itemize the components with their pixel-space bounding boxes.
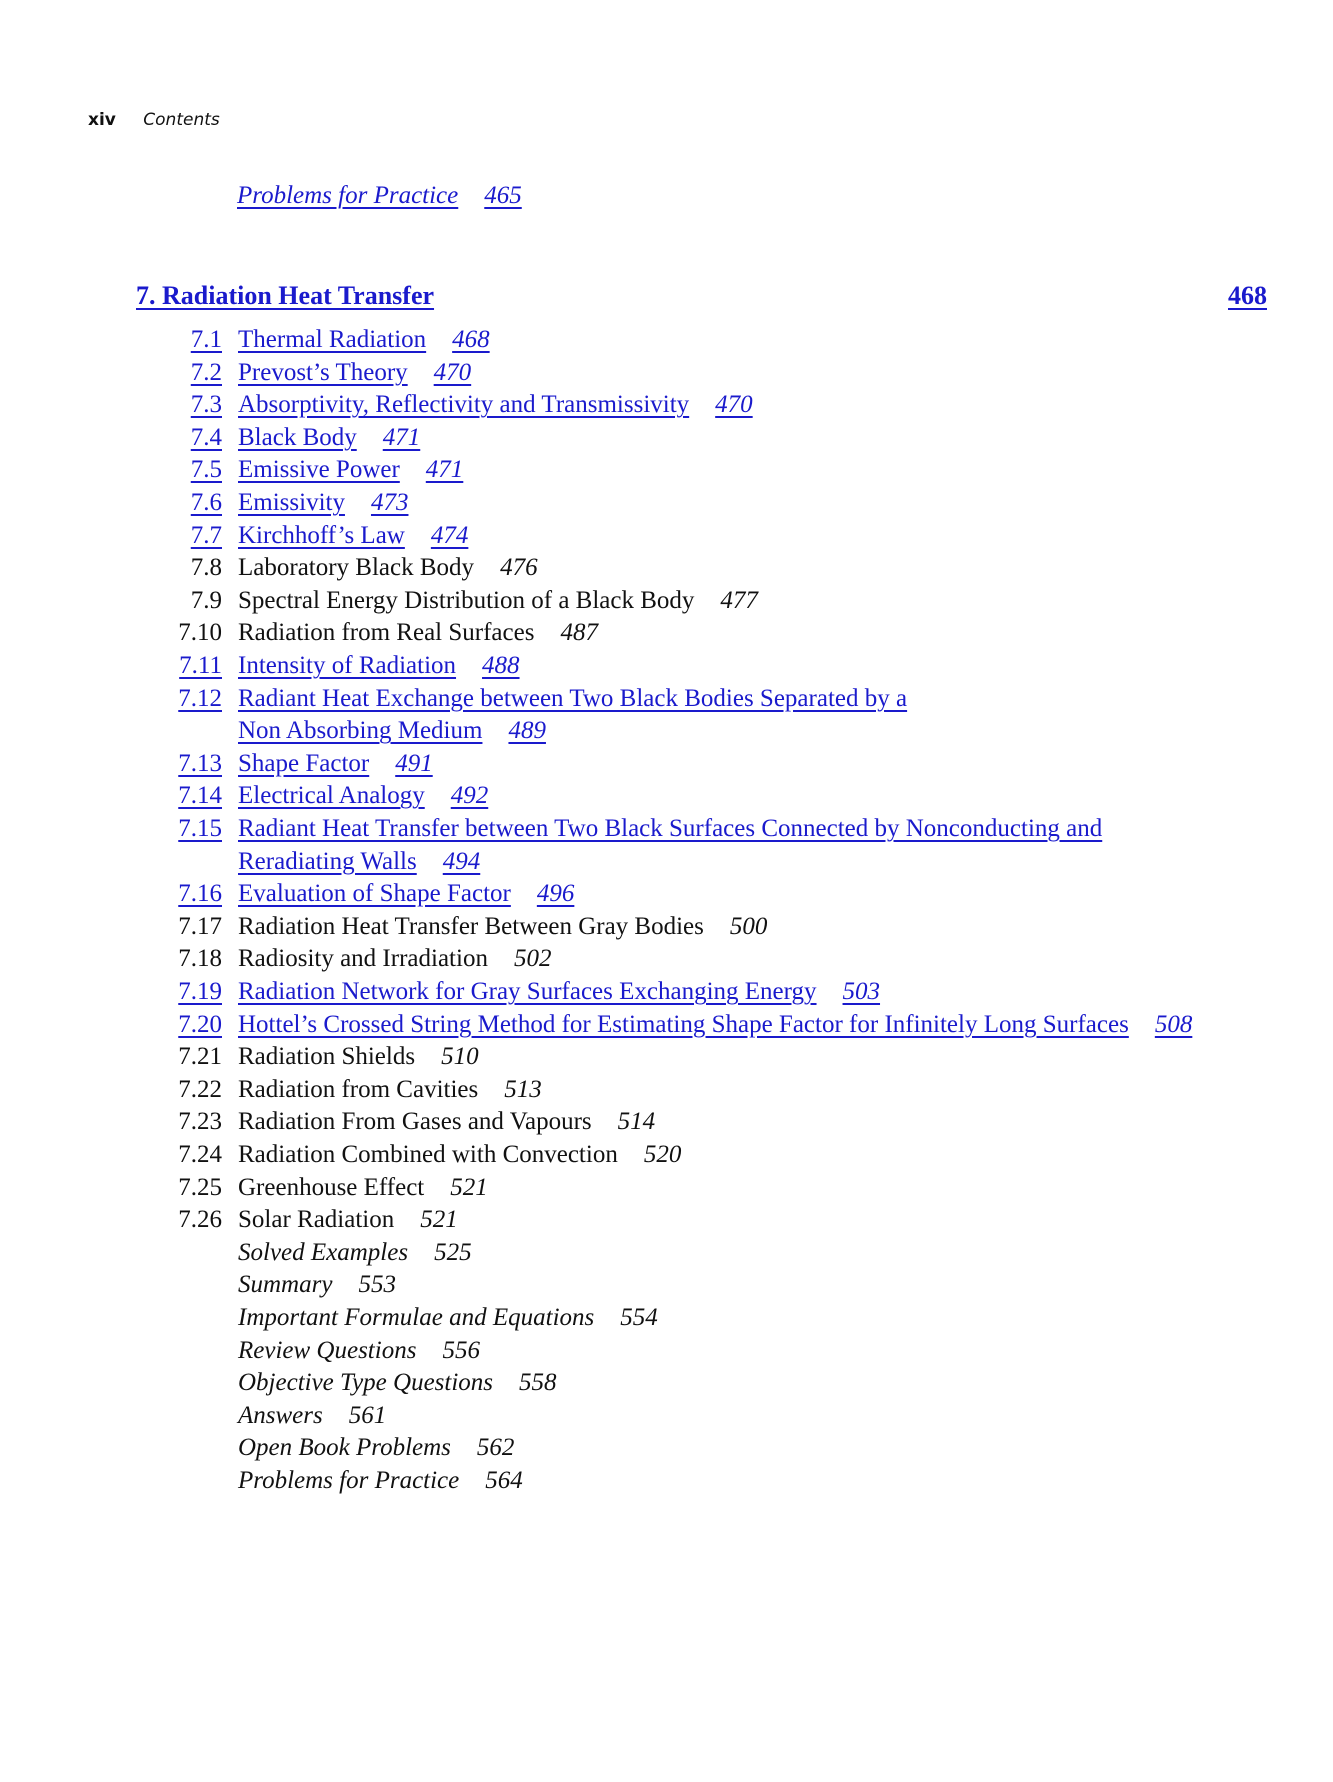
section-page: 503 <box>842 978 881 1005</box>
section-title: Prevost’s Theory <box>238 358 408 386</box>
toc-link-problems-for-practice-prev[interactable] <box>237 181 522 211</box>
section-page: 470 <box>715 391 753 419</box>
section-entry <box>238 586 758 616</box>
end-matter-item <box>238 1433 514 1463</box>
chapter-heading-link[interactable] <box>136 281 434 311</box>
running-title: Contents <box>143 110 220 130</box>
toc-entry-page: 465 <box>484 182 522 209</box>
section-title: Radiation Combined with Convection <box>238 1141 618 1168</box>
section-page: 477 <box>720 586 758 614</box>
section-entry <box>238 912 767 942</box>
section-entry[interactable] <box>238 879 574 909</box>
section-number[interactable]: 7.7 <box>190 521 222 549</box>
end-matter-page: 556 <box>442 1336 480 1364</box>
section-page: 471 <box>382 423 421 451</box>
section-page: 473 <box>370 489 409 516</box>
section-number[interactable]: 7.20 <box>178 1010 222 1038</box>
end-matter-page: 525 <box>434 1238 472 1266</box>
section-entry <box>238 618 598 648</box>
section-number: 7.24 <box>178 1141 222 1168</box>
section-entry[interactable] <box>238 390 753 420</box>
section-number[interactable]: 7.2 <box>190 358 222 386</box>
section-entry[interactable] <box>238 521 468 551</box>
section-entry[interactable] <box>238 1010 1192 1040</box>
section-number[interactable]: 7.5 <box>190 456 222 484</box>
section-page: 474 <box>430 521 469 549</box>
end-matter-item <box>238 1368 557 1398</box>
section-number[interactable]: 7.11 <box>179 652 222 679</box>
section-page: 513 <box>504 1075 542 1103</box>
section-page: 514 <box>617 1108 656 1136</box>
section-title: Thermal Radiation <box>238 326 427 353</box>
section-page: 502 <box>513 945 552 973</box>
section-title-continued: Reradiating Walls <box>238 847 417 875</box>
section-number[interactable]: 7.15 <box>178 815 222 842</box>
section-page: 476 <box>500 554 538 582</box>
section-entry[interactable] <box>238 977 880 1007</box>
section-title: Greenhouse Effect <box>238 1173 425 1201</box>
section-entry[interactable] <box>238 423 420 453</box>
section-entry <box>238 944 551 974</box>
section-title: Radiation From Gases and Vapours <box>238 1108 592 1136</box>
end-matter-title: Answers <box>238 1401 323 1429</box>
section-number[interactable]: 7.4 <box>190 423 222 451</box>
section-title: Laboratory Black Body <box>238 554 475 582</box>
section-entry[interactable] <box>238 781 488 811</box>
section-entry[interactable] <box>238 814 1102 844</box>
section-entry[interactable] <box>238 488 408 518</box>
section-number[interactable]: 7.14 <box>178 782 222 810</box>
section-number: 7.10 <box>178 619 222 647</box>
section-number: 7.23 <box>178 1108 222 1136</box>
section-number[interactable]: 7.19 <box>178 978 222 1005</box>
section-page: 496 <box>536 880 575 908</box>
section-number[interactable]: 7.16 <box>178 880 222 908</box>
section-title: Electrical Analogy <box>238 782 425 810</box>
end-matter-title: Solved Examples <box>238 1238 409 1266</box>
section-title: Black Body <box>238 423 357 451</box>
section-title: Spectral Energy Distribution of a Black Body <box>238 586 695 614</box>
section-page: 508 <box>1154 1010 1193 1038</box>
section-title: Radiant Heat Exchange between Two Black Bodies Separated by a <box>238 684 908 712</box>
section-number: 7.9 <box>190 586 222 614</box>
section-page: 470 <box>433 358 472 386</box>
section-page: 468 <box>452 326 490 353</box>
section-entry <box>238 1205 458 1235</box>
section-page: 494 <box>442 847 481 875</box>
section-title: Radiation from Real Surfaces <box>238 619 535 647</box>
section-number: 7.17 <box>178 912 222 940</box>
section-page: 491 <box>395 749 433 777</box>
section-page: 500 <box>729 912 768 940</box>
section-title: Absorptivity, Reflectivity and Transmissivity <box>238 391 690 419</box>
end-matter-item <box>238 1336 480 1366</box>
section-page: 520 <box>643 1141 682 1168</box>
section-title: Radiant Heat Transfer between Two Black Surfaces Connected by Nonconducting and <box>238 815 1103 842</box>
section-page: 492 <box>450 782 489 810</box>
section-number: 7.18 <box>178 945 222 973</box>
section-title: Emissivity <box>238 489 345 516</box>
section-title: Radiation Shields <box>238 1043 416 1071</box>
section-title: Radiosity and Irradiation <box>238 945 488 973</box>
page-number: xiv <box>88 110 116 130</box>
section-title: Radiation from Cavities <box>238 1075 479 1103</box>
section-entry-continued[interactable] <box>238 847 480 877</box>
end-matter-item <box>238 1238 472 1268</box>
section-page: 471 <box>425 456 464 484</box>
section-title: Intensity of Radiation <box>238 652 457 679</box>
end-matter-item <box>238 1303 658 1333</box>
section-number[interactable]: 7.13 <box>178 749 222 777</box>
end-matter-title: Open Book Problems <box>238 1434 451 1462</box>
section-entry[interactable] <box>238 749 433 779</box>
section-number: 7.21 <box>178 1043 222 1071</box>
section-entry-continued[interactable] <box>238 716 546 746</box>
section-page: 521 <box>420 1206 458 1234</box>
section-number[interactable]: 7.1 <box>190 326 222 353</box>
section-entry <box>238 1107 655 1137</box>
section-number: 7.26 <box>178 1206 222 1234</box>
end-matter-title: Important Formulae and Equations <box>238 1304 595 1331</box>
section-entry <box>238 1140 681 1170</box>
end-matter-item <box>238 1401 386 1431</box>
section-number[interactable]: 7.12 <box>178 684 222 712</box>
chapter-page-link[interactable]: 468 <box>1228 281 1267 310</box>
chapter-title: Radiation Heat Transfer <box>162 281 435 310</box>
end-matter-page: 554 <box>620 1304 658 1331</box>
end-matter-page: 558 <box>519 1369 557 1397</box>
section-number: 7.8 <box>190 554 222 582</box>
end-matter-page: 564 <box>485 1467 523 1494</box>
section-entry <box>238 1042 479 1072</box>
section-number[interactable]: 7.3 <box>190 391 222 419</box>
section-page: 489 <box>508 717 546 745</box>
section-title: Evaluation of Shape Factor <box>238 880 511 908</box>
section-entry <box>238 1075 542 1105</box>
section-title: Shape Factor <box>238 749 370 777</box>
end-matter-title: Objective Type Questions <box>238 1369 494 1397</box>
section-page: 487 <box>560 619 598 647</box>
section-entry <box>238 553 538 583</box>
chapter-number: 7. <box>136 281 156 310</box>
section-number[interactable]: 7.6 <box>190 489 222 516</box>
toc-entry-title: Problems for Practice <box>237 182 459 209</box>
end-matter-page: 553 <box>358 1271 396 1299</box>
end-matter-page: 562 <box>476 1434 515 1462</box>
section-entry[interactable] <box>238 358 471 388</box>
end-matter-item <box>238 1466 523 1496</box>
end-matter-title: Summary <box>238 1271 333 1299</box>
section-title: Radiation Network for Gray Surfaces Exchanging Energy <box>238 978 817 1005</box>
section-title: Hottel’s Crossed String Method for Estimating Shape Factor for Infinitely Long Surfaces <box>238 1010 1129 1038</box>
section-title: Emissive Power <box>238 456 400 484</box>
section-number: 7.25 <box>178 1173 222 1201</box>
section-title-continued: Non Absorbing Medium <box>238 717 483 745</box>
section-number: 7.22 <box>178 1075 222 1103</box>
section-page: 488 <box>482 652 520 679</box>
section-entry <box>238 1173 488 1203</box>
end-matter-page: 561 <box>348 1401 387 1429</box>
section-title: Radiation Heat Transfer Between Gray Bodies <box>238 912 704 940</box>
end-matter-title: Review Questions <box>238 1336 417 1364</box>
section-page: 521 <box>450 1173 488 1201</box>
end-matter-item <box>238 1270 396 1300</box>
section-page: 510 <box>441 1043 479 1071</box>
page-header <box>88 110 220 130</box>
section-title: Kirchhoff’s Law <box>238 521 405 549</box>
section-entry[interactable] <box>238 455 463 485</box>
section-entry[interactable] <box>238 651 520 681</box>
section-entry[interactable] <box>238 325 490 355</box>
section-title: Solar Radiation <box>238 1206 395 1234</box>
end-matter-title: Problems for Practice <box>238 1467 460 1494</box>
section-entry[interactable] <box>238 684 907 714</box>
